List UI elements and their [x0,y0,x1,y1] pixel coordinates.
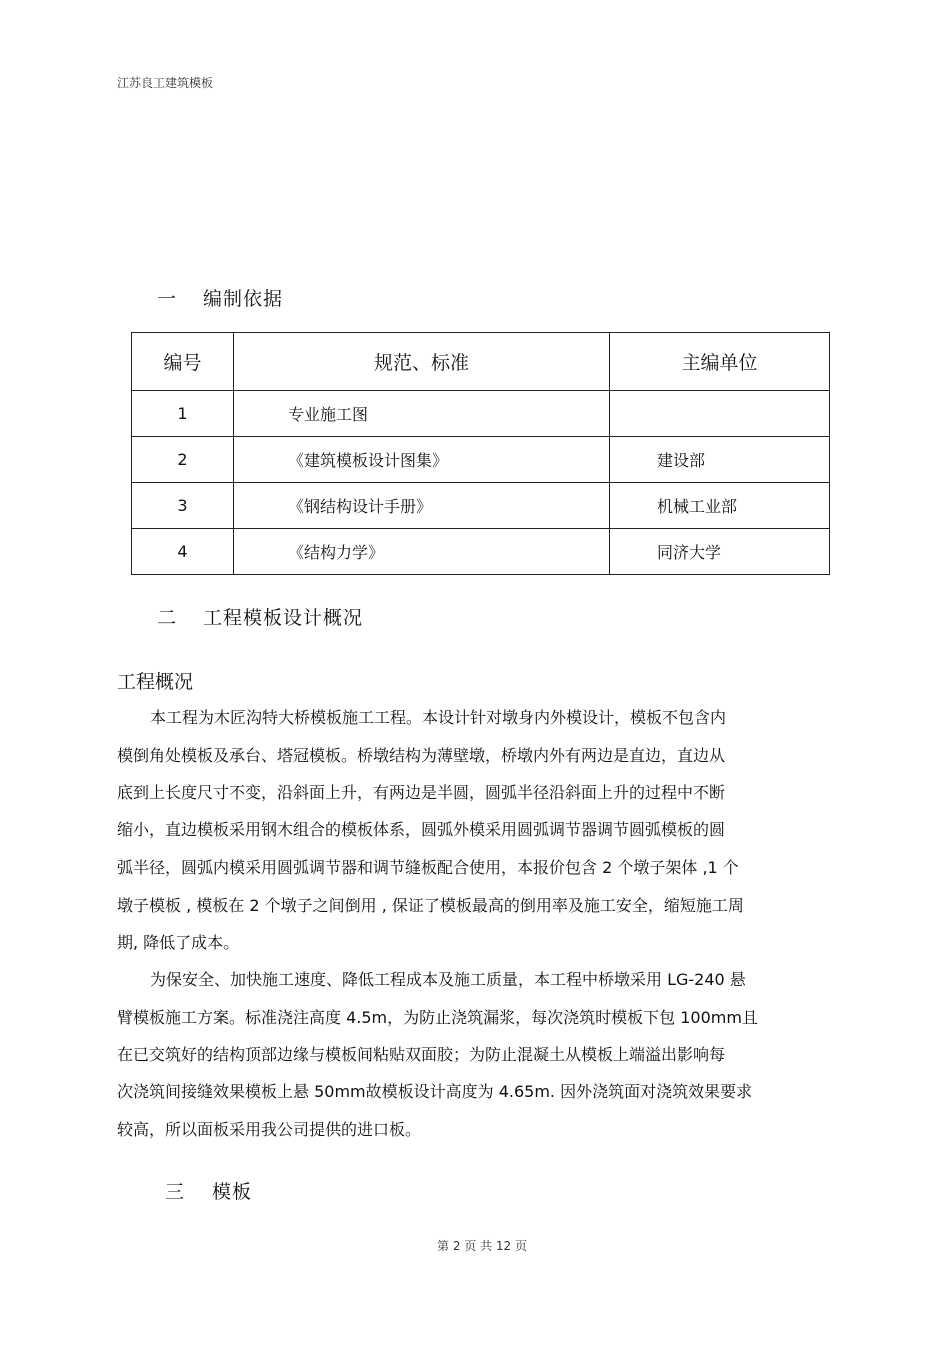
row-editor [610,391,830,437]
column-header-number: 编号 [132,333,234,391]
paragraph-line: 墩子模板 , 模板在 2 个墩子之间倒用 , 保证了模板最高的倒用率及施工安全，缩短施工周 [117,896,744,915]
row-number: 1 [132,391,234,437]
section-1-number: 一 [157,288,178,310]
row-editor: 同济大学 [610,529,830,575]
section-3-title: 模板 [212,1181,253,1203]
column-header-editor: 主编单位 [610,333,830,391]
row-editor: 建设部 [610,437,830,483]
table-header-row [132,333,830,391]
row-number: 2 [132,437,234,483]
paragraph-line: 缩小，直边模板采用钢木组合的模板体系，圆弧外模采用圆弧调节器调节圆弧模板的圆 [117,820,726,839]
section-3-number: 三 [165,1181,186,1203]
table-row [132,391,830,437]
table-row [132,529,830,575]
paragraph-line: 臂模板施工方案。标准浇注高度 4.5m，为防止浇筑漏浆，每次浇筑时模板下包 100mm且 [117,1008,758,1027]
paragraph-line: 本工程为木匠沟特大桥模板施工工程。本设计针对墩身内外模设计，模板不包含内 [150,708,727,727]
paragraph-line: 底到上长度尺寸不变，沿斜面上升，有两边是半圆，圆弧半径沿斜面上升的过程中不断 [117,783,726,802]
page-header: 江苏良工建筑模板 [117,76,214,90]
paragraph-line: 弧半径，圆弧内模采用圆弧调节器和调节缝板配合使用，本报价包含 2 个墩子架体 ,1 个 [117,858,739,877]
overview-subtitle: 工程概况 [117,671,194,693]
row-standard: 专业施工图 [234,391,610,437]
section-2-title: 工程模板设计概况 [203,607,364,629]
paragraph-line: 为保安全、加快施工速度、降低工程成本及施工质量，本工程中桥墩采用 LG-240 悬 [150,970,746,989]
page-footer: 第 2 页 共 12 页 [437,1239,527,1253]
paragraph-line: 较高，所以面板采用我公司提供的进口板。 [117,1120,422,1139]
row-number: 3 [132,483,234,529]
paragraph-line: 在已交筑好的结构顶部边缘与模板间粘贴双面胶；为防止混凝土从模板上端溢出影响每 [117,1045,726,1064]
row-editor: 机械工业部 [610,483,830,529]
row-standard: 《建筑模板设计图集》 [234,437,610,483]
paragraph-line: 模倒角处模板及承台、塔冠模板。桥墩结构为薄壁墩，桥墩内外有两边是直边，直边从 [117,746,726,765]
row-number: 4 [132,529,234,575]
row-standard: 《钢结构设计手册》 [234,483,610,529]
paragraph-line: 期, 降低了成本。 [117,933,240,952]
table-row [132,483,830,529]
row-standard: 《结构力学》 [234,529,610,575]
table-row [132,437,830,483]
section-1-title: 编制依据 [203,288,284,310]
section-2-number: 二 [157,607,178,629]
column-header-standard: 规范、标准 [234,333,610,391]
paragraph-line: 次浇筑间接缝效果模板上悬 50mm故模板设计高度为 4.65m. 因外浇筑面对浇筑效果要求 [117,1082,753,1101]
basis-table [131,332,830,575]
